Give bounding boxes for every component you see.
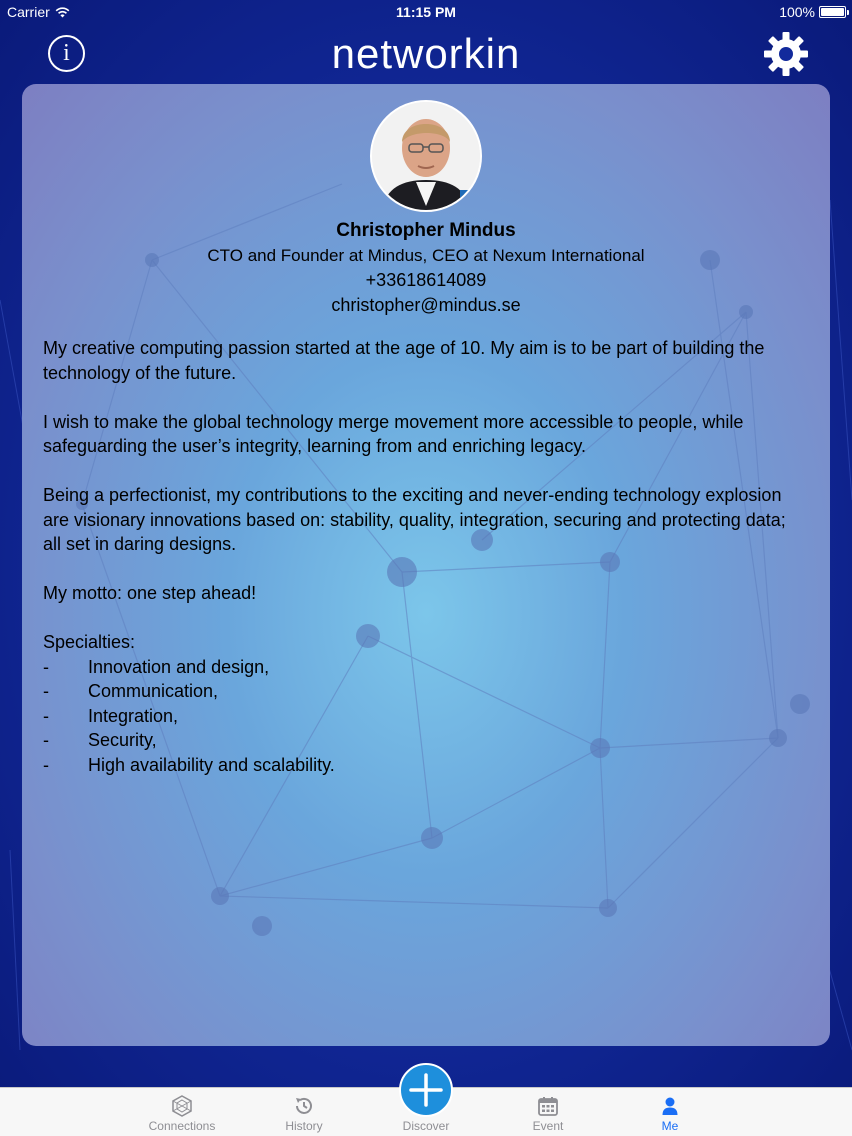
tab-connections[interactable] [132, 1088, 232, 1136]
history-icon [292, 1094, 316, 1118]
settings-gear-icon[interactable] [762, 30, 810, 78]
info-icon: i [63, 40, 70, 66]
specialty-item: - Integration, [43, 705, 179, 726]
battery-indicator [779, 4, 846, 20]
bio-paragraph: My creative computing passion started at the age of 10. My aim is to be part of building the technology of the future. [43, 338, 765, 383]
profile-email[interactable]: christopher@mindus.se [331, 295, 521, 315]
specialties-heading: Specialties: [43, 632, 136, 652]
profile-phone[interactable]: +33618614089 [365, 270, 487, 290]
tab-label: Discover [402, 1119, 450, 1133]
bio-paragraph: Being a perfectionist, my contributions to the exciting and never-ending technology explosion are visionary innovations based on: stability, quality, integration, securing and protecting data; all set in daring designs. [43, 485, 786, 554]
specialty-item: - Security, [43, 730, 157, 750]
profile-photo [372, 102, 480, 210]
app-title: networkin [331, 30, 521, 77]
status-bar [0, 0, 852, 24]
tab-label: Connections [148, 1119, 216, 1133]
battery-icon [819, 6, 846, 18]
bio-paragraph: My motto: one step ahead! [43, 583, 257, 603]
clock: 11:15 PM [396, 4, 456, 20]
tab-label: Event [532, 1119, 564, 1133]
tab-label: History [285, 1119, 323, 1133]
calendar-icon [536, 1094, 560, 1118]
profile-name: Christopher Mindus [336, 220, 516, 241]
tab-history[interactable] [254, 1088, 354, 1136]
bio-paragraph: I wish to make the global technology merge movement more accessible to people, while safeguarding the user’s integrity, learning from and enriching legacy. [43, 411, 744, 456]
carrier-label: Carrier [7, 4, 50, 20]
profile-job-title: CTO and Founder at Mindus, CEO at Nexum International [207, 246, 645, 265]
profile-card [22, 84, 830, 1046]
discover-button[interactable] [399, 1063, 453, 1117]
profile-bio [43, 336, 803, 777]
tab-label: Me [661, 1119, 679, 1133]
specialties-list [43, 655, 803, 778]
connections-icon [170, 1094, 194, 1118]
plus-icon [401, 1065, 451, 1115]
battery-percentage: 100% [779, 4, 815, 20]
specialty-item: - Innovation and design, [43, 656, 270, 677]
specialty-item: - Communication, [43, 681, 219, 701]
specialty-item: - High availability and scalability. [43, 754, 335, 775]
tab-event[interactable] [498, 1088, 598, 1136]
profile-avatar[interactable] [370, 100, 482, 212]
person-icon [658, 1094, 682, 1118]
navigation-bar [0, 24, 852, 84]
tab-me[interactable] [620, 1088, 720, 1136]
